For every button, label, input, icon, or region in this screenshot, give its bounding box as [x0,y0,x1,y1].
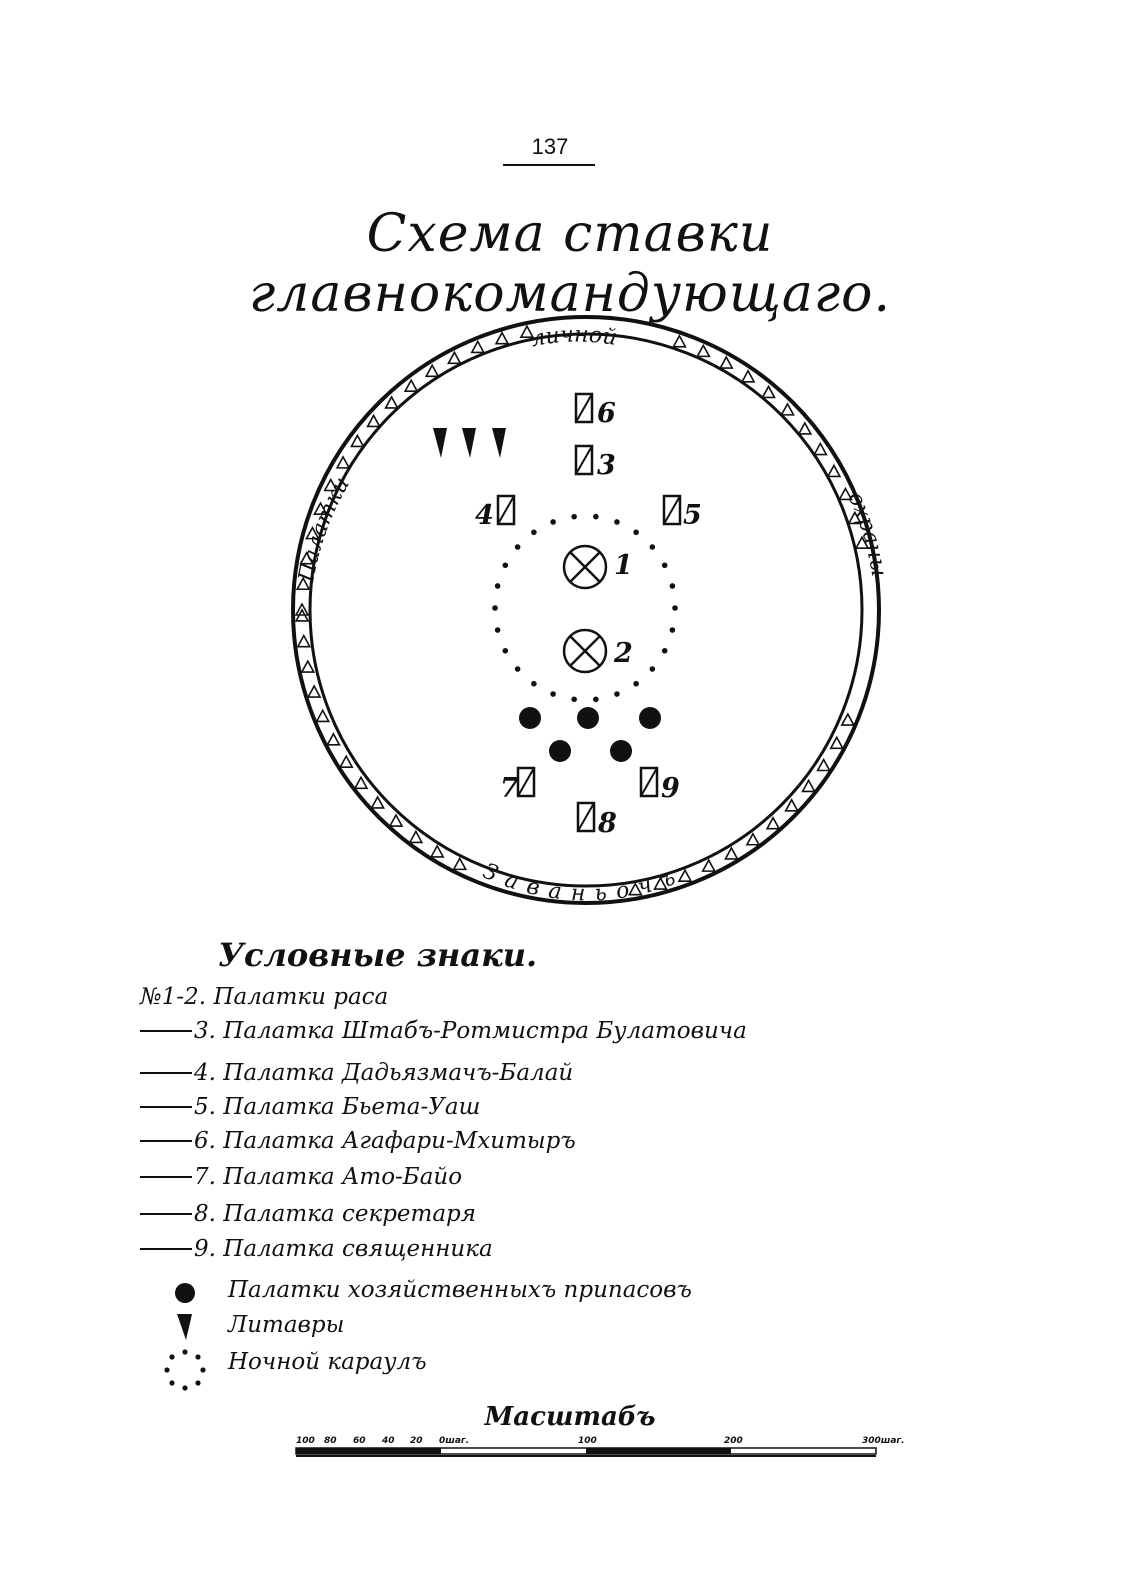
night-guard-dot [571,514,577,520]
night-guard-dot [550,519,556,525]
supply-tent-icon [639,707,661,729]
legend-symbol-text: Литавры [228,1312,345,1338]
ring-label-right: охраны [842,488,892,579]
legend-dash [140,1072,192,1074]
guard-tent-triangle-icon [372,797,384,808]
night-guard-dot [672,605,678,611]
legend-prefix: 6. [194,1128,216,1154]
legend-prefix: 7. [194,1164,216,1190]
night-guard-dot [503,648,509,654]
guard-tent-triangle-icon [828,465,840,476]
tent-number: 4 [475,500,494,531]
legend-text: Палатка Дадьязмачъ-Балай [223,1060,574,1086]
legend-item [140,1201,476,1227]
scale-tick-label: 100 [578,1436,597,1446]
guard-tent-triangle-icon [725,848,737,859]
night-guard-dot [571,697,577,703]
supply-tent-icon [519,707,541,729]
guard-tent-triangle-icon [803,780,815,791]
tent-8 [578,803,617,839]
night-guard-dot [670,627,676,633]
night-guard-dot [662,648,668,654]
night-guard-dot [495,627,501,633]
guard-tent-triangle-icon [697,345,709,356]
legend-prefix: 3. [194,1018,216,1044]
guard-tent-triangle-icon [786,800,798,811]
guard-tent-triangle-icon [818,760,830,771]
legend-symbol-text: Ночной караулъ [228,1349,427,1375]
legend-dash [140,1248,192,1250]
legend-title: Условные знаки. [218,936,538,974]
guard-tent-triangle-icon [386,397,398,408]
legend-dash [140,1176,192,1178]
guard-tent-triangle-icon [742,371,754,382]
guard-tent-triangle-icon [368,415,380,426]
night-guard-dot [650,544,656,550]
guard-tent-triangle-icon [782,404,794,415]
supply-tent-icon [610,740,632,762]
night-guard-dot [662,562,668,568]
night-guard-dot [593,514,599,520]
night-guard-dot [515,544,521,550]
guard-tent-triangle-icon [454,858,466,869]
tent-9 [641,768,680,804]
night-guard-ring [492,514,678,702]
legend-prefix: 4. [194,1060,216,1086]
scale-tick-label: 200 [724,1436,743,1446]
scale-tick-label: 60 [353,1436,366,1446]
night-guard-dot [670,583,676,589]
night-guard-dot [495,583,501,589]
legend-symbol-text: Палатки хозяйственныхъ припасовъ [228,1277,692,1303]
guard-tent-triangle-icon [814,444,826,455]
tent-number: 8 [598,808,617,839]
guard-tent-triangle-icon [302,661,314,672]
tent-4 [475,496,514,531]
guard-tent-triangle-icon [337,457,349,468]
legend-text: Палатки раса [213,984,389,1010]
guard-tent-triangle-icon [496,333,508,344]
guard-tent-triangle-icon [720,357,732,368]
legend-item [140,1018,747,1044]
guard-tent-triangle-icon [298,636,310,647]
guard-tent-triangle-icon [431,846,443,857]
legend-prefix: 9. [194,1236,216,1262]
legend-prefix: 5. [194,1094,216,1120]
legend-prefix: №1-2. [140,984,207,1010]
kettledrum-icon [160,1310,210,1344]
legend-item [140,1128,576,1154]
legend-text: Палатка Штабъ-Ротмистра Булатовича [223,1018,747,1044]
scale-tick-label: 80 [324,1436,337,1446]
ring-label-left: Палатки [294,473,355,585]
dotted-circle-icon [160,1348,210,1392]
tent-number: 1 [614,550,633,581]
legend-item [140,1060,573,1086]
guard-tent-triangle-icon [747,834,759,845]
legend-item [140,1164,462,1190]
guard-tent-triangle-icon [472,341,484,352]
scale-tick-label: 0шаг. [439,1436,470,1446]
ring-label-bottom: Заваньочъ [479,858,689,907]
night-guard-dot [633,681,639,687]
guard-tent-triangle-icon [317,710,329,721]
legend-item [140,1236,493,1262]
legend-text: Палатка Ато-Байо [223,1164,463,1190]
guard-tent-triangle-icon [448,352,460,363]
legend-text: Палатка священника [223,1236,493,1262]
legend-text: Палатка Бьета-Уаш [223,1094,481,1120]
scale-tick-label: 100 [296,1436,315,1446]
kettledrum-icon [433,428,447,458]
tent-1 [564,546,633,588]
scale-tick-label: 20 [410,1436,423,1446]
scale-tick-label: 300шаг. [862,1436,905,1446]
tent-number: 3 [597,450,616,481]
night-guard-dot [550,691,556,697]
night-guard-dot [531,529,537,535]
guard-tent-triangle-icon [763,386,775,397]
guard-tent-triangle-icon [327,734,339,745]
guard-tent-triangle-icon [831,737,843,748]
tent-3 [576,446,616,481]
guard-tent-triangle-icon [308,686,320,697]
supply-tent-icon [577,707,599,729]
guard-tent-triangle-icon [673,336,685,347]
page-number: 137 [531,134,569,159]
guard-tent-triangle-icon [340,756,352,767]
kettledrum-icon [462,428,476,458]
legend-dash [140,1140,192,1142]
filled-circle-icon [160,1276,210,1310]
guard-tent-triangle-icon [405,380,417,391]
tent-number: 2 [614,638,633,669]
guard-tent-triangle-icon [703,860,715,871]
night-guard-dot [492,605,498,611]
guard-tent-triangle-icon [390,815,402,826]
tent-number: 7 [500,773,519,804]
legend-item [140,984,388,1010]
supply-tent-icon [549,740,571,762]
night-guard-dot [503,562,509,568]
scale-tick-label: 40 [382,1436,395,1446]
legend-item [140,1094,480,1120]
legend-dash [140,1106,192,1108]
night-guard-dot [515,666,521,672]
night-guard-dot [614,519,620,525]
guard-tent-triangle-icon [842,714,854,725]
legend-text: Палатка Агафари-Мхитыръ [223,1128,576,1154]
legend-prefix: 8. [194,1201,216,1227]
guard-tent-triangle-icon [410,831,422,842]
tent-number: 5 [683,500,702,531]
night-guard-dot [531,681,537,687]
kettledrum-icon [492,428,506,458]
legend-dash [140,1030,192,1032]
guard-tent-triangle-icon [355,777,367,788]
night-guard-dot [650,666,656,672]
night-guard-dot [633,529,639,535]
guard-tent-triangle-icon [426,365,438,376]
legend-text: Палатка секретаря [223,1201,476,1227]
tent-6 [576,394,616,429]
tent-number: 6 [597,398,616,429]
ring-label-top: личной [529,322,619,353]
tent-2 [564,630,633,672]
legend-dash [140,1213,192,1215]
guard-tent-triangle-icon [767,818,779,829]
diagram-title: Схема ставки главнокомандующаго. [248,204,891,324]
guard-tent-triangle-icon [351,435,363,446]
tent-7 [500,768,534,804]
night-guard-dot [614,691,620,697]
guard-tent-triangle-icon [799,423,811,434]
scale-title: Масштабъ [484,1402,656,1432]
night-guard-dot [593,697,599,703]
tent-number: 9 [661,773,680,804]
scale-bar [296,1436,905,1456]
tent-5 [664,496,702,531]
